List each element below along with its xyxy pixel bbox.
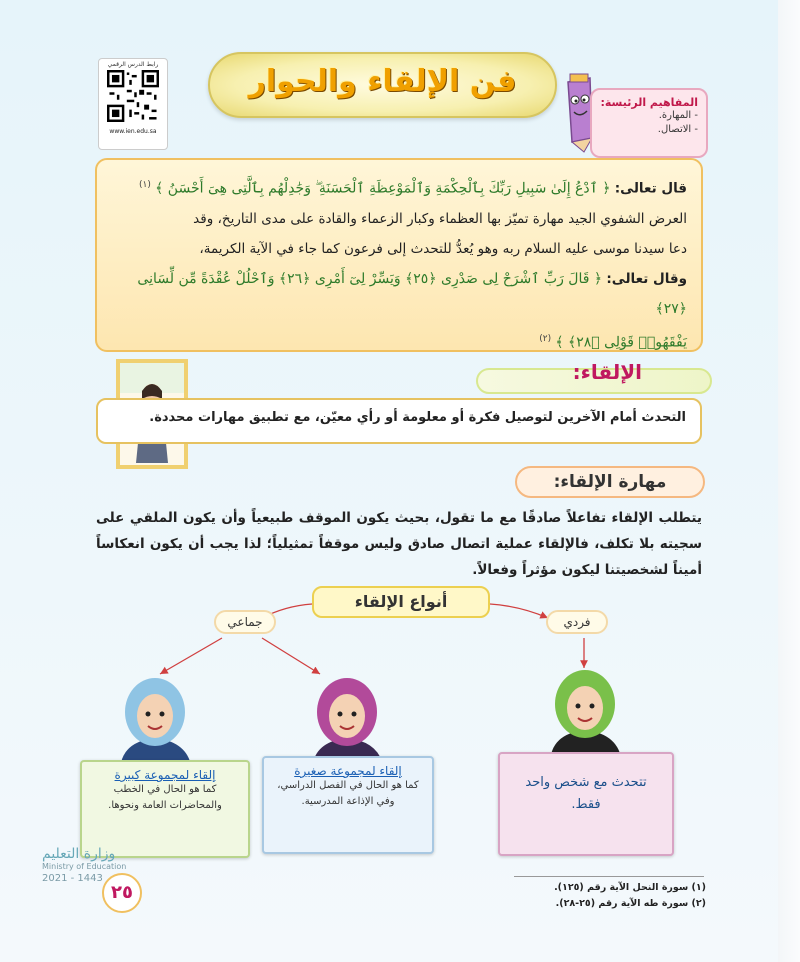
group-label: جماعي (214, 610, 276, 634)
skill-paragraph: يتطلب الإلقاء تفاعلاً صادقًا مع ما تقول، بحيث يكون الموقف طبيعياً وأن يكون الملقي على سجيته بلا تكلف، فالإلقاء عملية اتصال صادق وليس موقفاً تمثيلياً؛ لذا يجب أن يكون انعكاساً أميناً لشخصيتنا ليكون مؤثراً وفعالاً. (96, 510, 702, 578)
key-concepts-heading: المفاهيم الرئيسة: (600, 96, 698, 109)
arrow-to-individual (490, 604, 548, 618)
footnote-divider (514, 876, 704, 877)
page-title: فن الإلقاء والحوار (248, 64, 517, 99)
ministry-english: Ministry of Education (42, 862, 127, 871)
verse-label: وقال تعالى: (606, 270, 687, 287)
footnote-ref[interactable]: (١) (138, 180, 151, 190)
footnote-ref[interactable]: (٢) (539, 333, 552, 344)
card-body: تتحدث مع شخص واحد فقط. (525, 775, 647, 812)
qr-url[interactable]: www.ien.edu.sa (109, 128, 157, 135)
card-individual (498, 752, 674, 856)
concept-item: - المهارة. (658, 110, 698, 121)
skill-heading: مهارة الإلقاء: (515, 466, 705, 498)
card-title: إلقاء لمجموعة صغيرة (294, 764, 402, 778)
card-body: كما هو الحال في الفصل الدراسي، وفي الإذاعة المدرسية. (277, 780, 419, 807)
footnote: (٢) سورة طه الآية رقم (٢٥-٢٨). (555, 898, 706, 909)
verse-text: ﴿ ٱدْعُ إِلَىٰ سَبِيلِ رَبِّكَ بِٱلْحِكْمَةِ وَٱلْمَوْعِظَةِ ٱلْحَسَنَةِ ۖ وَجَٰدِلْهُم بِٱلَّتِى هِىَ أَحْسَنُ ﴾ (155, 180, 611, 197)
page-edge (778, 0, 800, 962)
ilqa-definition: التحدث أمام الآخرين لتوصيل فكرة أو معلومة أو رأي معيّن، مع تطبيق مهارات محددة. (96, 398, 702, 444)
edition-year: 2021 - 1443 (42, 873, 103, 884)
footnotes (520, 880, 706, 912)
page-number: ٢٥ (102, 873, 142, 913)
arrow-to-large (160, 638, 222, 674)
individual-label: فردي (546, 610, 608, 634)
card-title: إلقاء لمجموعة كبيرة (114, 768, 216, 782)
verse-label: قال تعالى: (614, 180, 687, 197)
verse-text: يَفْقَهُوا۟ قَوْلِى ﴿٢٨﴾ ﴾ (555, 334, 687, 350)
arrow-to-small (262, 638, 320, 674)
qr-caption: رابط الدرس الرقمي (107, 61, 159, 68)
girl-green-hijab-icon (530, 664, 640, 764)
verse-text: ﴿ قَالَ رَبِّ ٱشْرَحْ لِى صَدْرِى ﴿٢٥﴾ وَيَسِّرْ لِىٓ أَمْرِى ﴿٢٦﴾ وَٱحْلُلْ عُقْدَةً مِّن لِّسَانِى ﴿٢٧﴾ (137, 270, 687, 317)
types-heading: أنواع الإلقاء (312, 586, 490, 618)
footnote: (١) سورة النحل الآية رقم (١٢٥). (554, 882, 706, 893)
concept-item: - الاتصال. (657, 124, 698, 135)
paragraph-line: العرض الشفوي الجيد مهارة تميّز بها العظماء وكبار الزعماء والقادة على مدى التاريخ، وقد (193, 210, 687, 227)
paragraph-line: دعا سيدنا موسى عليه السلام ربه وهو يُعدُّ للتحدث إلى فرعون كما جاء في الآية الكريمة، (199, 240, 687, 257)
card-large-group (80, 760, 250, 858)
ministry-arabic: وزارة التعليم (42, 846, 116, 862)
girl-blue-hijab-icon (100, 672, 210, 772)
card-body: كما هو الحال في الخطب والمحاضرات العامة ونحوها. (108, 784, 222, 811)
ilqa-heading: الإلقاء: (572, 360, 642, 384)
card-small-group (262, 756, 434, 854)
